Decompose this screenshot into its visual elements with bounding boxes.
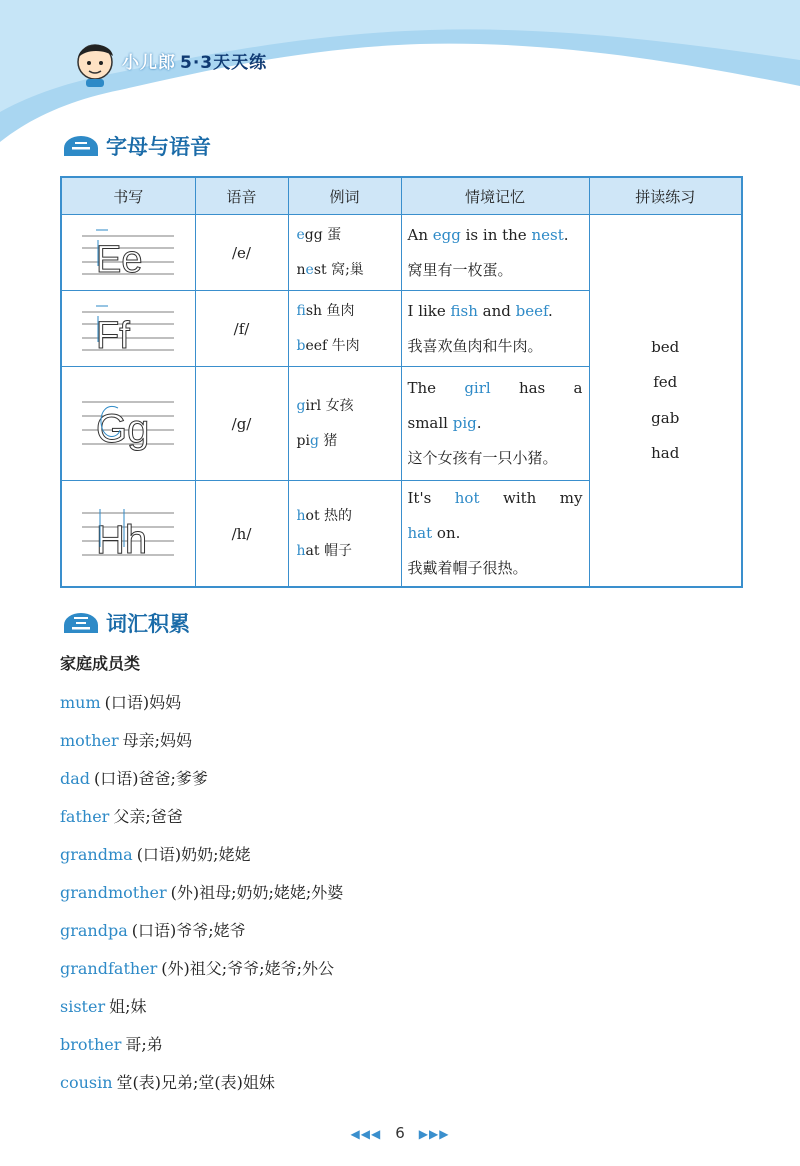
mascot-avatar (72, 38, 118, 92)
table-row (61, 215, 742, 291)
letter-writing-guide (62, 487, 196, 580)
vocab-item: mum (口语)妈妈 (60, 693, 182, 712)
next-arrows-icon: ▶▶▶ (418, 1127, 450, 1141)
letter-glyph: Hh (96, 518, 148, 562)
context-sentence: An egg is in the nest. (407, 225, 569, 244)
letters-phonics-table (60, 176, 743, 588)
context-sentence: hat on. (407, 524, 461, 542)
header-writing: 书写 (61, 177, 195, 215)
vocab-item: grandma (口语)奶奶;姥姥 (60, 845, 251, 864)
example-word: egg 蛋 (296, 226, 342, 243)
context-sentence: The girl has a (407, 379, 583, 397)
vocab-category-title: 家庭成员类 (60, 654, 141, 673)
spelling-word: had (651, 444, 680, 462)
table-header-row (61, 177, 742, 215)
section-number-icon (62, 611, 100, 635)
header-spelling-practice: 拼读练习 (589, 177, 742, 215)
header-example-words: 例词 (288, 177, 401, 215)
header-context-memory: 情境记忆 (401, 177, 589, 215)
letter-writing-guide (62, 216, 196, 290)
spelling-practice-cell (589, 215, 742, 588)
example-word: hot 热的 (296, 507, 353, 524)
vocab-item: sister 姐;妹 (60, 997, 147, 1016)
brand-series: 5·3天天练 (180, 53, 268, 73)
example-word: beef 牛肉 (296, 337, 360, 354)
handwriting-cell (61, 291, 195, 367)
example-word: nest 窝;巢 (296, 261, 364, 278)
handwriting-cell (61, 367, 195, 481)
context-translation: 这个女孩有一只小猪。 (407, 449, 558, 467)
section-title: 字母与语音 (106, 135, 211, 159)
context-sentence: I like fish and beef. (407, 301, 553, 320)
letter-glyph: Ee (96, 238, 143, 281)
context-sentence: It's hot with my (407, 489, 583, 507)
vocab-item: mother 母亲;妈妈 (60, 731, 193, 750)
header-banner (0, 0, 800, 150)
section-header-letters (62, 131, 211, 161)
example-words-cell (288, 215, 401, 291)
context-sentence-cell (401, 291, 589, 367)
context-sentence-cell (401, 215, 589, 291)
handwriting-cell (61, 215, 195, 291)
page-footer (0, 1124, 800, 1142)
vocab-item: grandfather (外)祖父;爷爷;姥爷;外公 (60, 959, 334, 978)
context-translation: 我戴着帽子很热。 (407, 559, 528, 577)
phonetic-cell: /h/ (195, 481, 288, 588)
example-word: hat 帽子 (296, 542, 352, 559)
example-word: fish 鱼肉 (296, 302, 355, 319)
spelling-word: fed (653, 373, 678, 391)
phonetic-cell: /g/ (195, 367, 288, 481)
handwriting-cell (61, 481, 195, 588)
header-phonetic: 语音 (195, 177, 288, 215)
vocab-item: grandpa (口语)爷爷;姥爷 (60, 921, 246, 940)
brand-name: 小儿郎 (122, 53, 176, 73)
context-translation: 窝里有一枚蛋。 (407, 260, 513, 279)
example-word: girl 女孩 (296, 397, 354, 414)
section-number-icon (62, 134, 100, 158)
vocab-item: cousin 堂(表)兄弟;堂(表)姐妹 (60, 1073, 275, 1092)
brand-title (122, 48, 267, 73)
vocab-item: father 父亲;爸爸 (60, 807, 183, 826)
example-word: pig 猪 (296, 432, 338, 449)
letter-writing-guide (62, 368, 196, 480)
letter-writing-guide (62, 292, 196, 366)
prev-arrows-icon: ◀◀◀ (350, 1127, 382, 1141)
phonetic-cell: /e/ (195, 215, 288, 291)
context-sentence-cell (401, 367, 589, 481)
example-words-cell (288, 367, 401, 481)
spelling-word: gab (651, 408, 680, 427)
section-header-vocabulary (62, 608, 190, 638)
vocab-item: grandmother (外)祖母;奶奶;姥姥;外婆 (60, 883, 344, 902)
vocab-item: brother 哥;弟 (60, 1035, 163, 1054)
example-words-cell (288, 481, 401, 588)
spelling-word: bed (651, 337, 680, 356)
section-title: 词汇积累 (106, 612, 190, 636)
phonetic-cell: /f/ (195, 291, 288, 367)
context-sentence: small pig. (407, 414, 482, 432)
context-translation: 我喜欢鱼肉和牛肉。 (407, 336, 543, 355)
letter-glyph: Ff (96, 314, 130, 357)
page-number: 6 (395, 1124, 405, 1142)
example-words-cell (288, 291, 401, 367)
letter-glyph: Gg (96, 406, 150, 451)
context-sentence-cell (401, 481, 589, 588)
vocab-item: dad (口语)爸爸;爹爹 (60, 769, 208, 788)
